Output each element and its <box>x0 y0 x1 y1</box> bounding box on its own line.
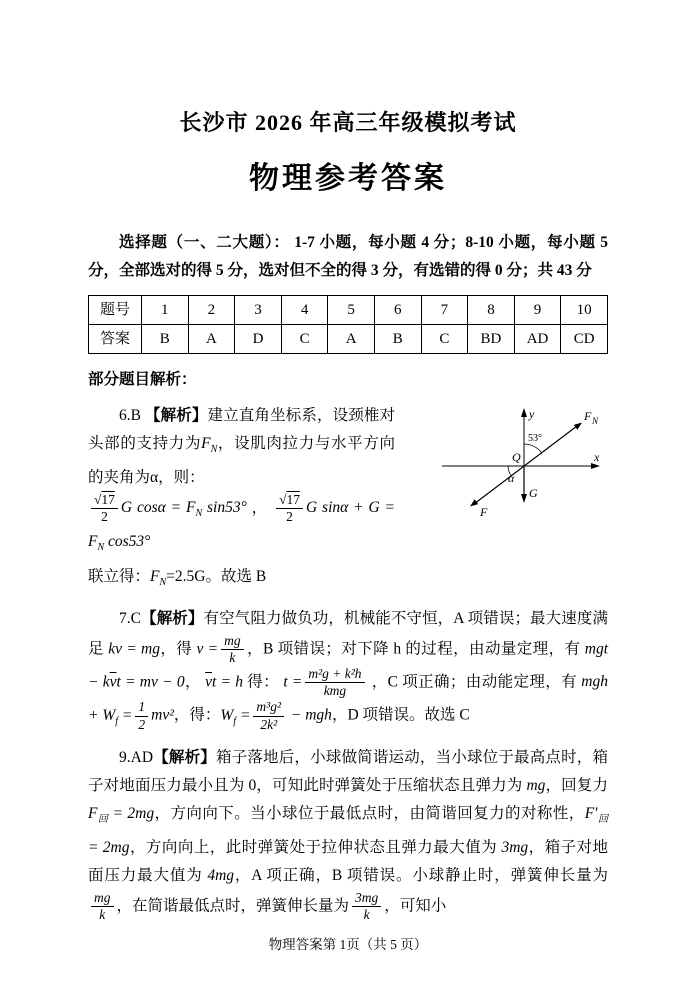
fraction-numerator: 1 <box>135 699 148 716</box>
fraction-3mg-over-k <box>352 890 381 923</box>
question-number-cell: 2 <box>188 296 235 325</box>
variable-subscript: f <box>233 715 237 727</box>
analysis-text: ，B 项错误；对下降 h 的过程，由动量定理，有 <box>246 639 585 657</box>
fraction-numerator: m³g² <box>253 699 284 716</box>
equation-text: mgt − k <box>88 639 608 691</box>
equation-text: t = h <box>212 673 244 691</box>
row-label-question-number: 题号 <box>89 296 142 325</box>
equation-text: cos53° <box>104 533 151 551</box>
angle-53-arc <box>524 444 542 453</box>
instructions-paragraph: 选择题（一、二大题）： 1-7 小题，每小题 4 分；8-10 小题，每小题 5 分，全部选对的得 5 分，选对但不全的得 3 分，有选错的得 0 分；共 43 分 <box>88 234 608 279</box>
variable-subscript: f <box>115 715 119 727</box>
analysis-tag: 【解析】 <box>140 609 204 627</box>
fn-vector-arrow-icon <box>574 423 582 430</box>
v-bar: $\overline{v}$ <box>109 673 117 691</box>
conclusion-line <box>88 563 608 597</box>
radicand: 17 <box>286 492 300 508</box>
equation-1 <box>120 499 247 520</box>
restoring-force <box>88 804 155 825</box>
analysis-text: ，A 项正确，B 项错误。小球静止时，弹簧伸长量为 <box>234 866 608 884</box>
answer-cell: A <box>188 325 235 354</box>
question-number-cell: 3 <box>235 296 282 325</box>
variable-base: F <box>201 435 211 452</box>
fraction-mg-over-k <box>221 633 244 666</box>
variable-subscript: N <box>97 542 105 554</box>
analysis-heading: 部分题目解析： <box>88 371 197 388</box>
equation-text: = 2mg <box>88 838 130 856</box>
analysis-text: ，在简谐最低点时，弹簧伸长量为 <box>116 897 350 915</box>
variable-base: F′ <box>584 804 598 822</box>
question-number: 6.B <box>119 407 145 424</box>
fraction-denominator: 2 <box>138 716 146 732</box>
equation-text: W <box>220 706 234 724</box>
equation-text: − mgh <box>287 706 332 724</box>
answer-cell: B <box>142 325 189 354</box>
answer-cell: AD <box>514 325 561 354</box>
fraction-numerator: mg <box>91 890 114 907</box>
fraction-denominator: k <box>229 649 236 665</box>
analysis-text: ，得： <box>173 706 221 724</box>
angle-53-label: 53° <box>528 433 542 444</box>
exam-title: 长沙市 2026 年高三年级模拟考试 <box>179 110 517 135</box>
analysis-text: 联立得： <box>88 567 151 585</box>
answer-cell: C <box>421 325 468 354</box>
force-diagram-svg <box>436 404 608 520</box>
question-number: 7.C <box>119 609 141 627</box>
analysis-text: 得： <box>243 673 284 691</box>
variable-subscript: 回 <box>597 813 609 825</box>
variable-subscript: N <box>195 508 203 520</box>
equation-text: = 2mg <box>108 804 155 822</box>
formula-v: v = <box>196 639 219 657</box>
answer-cell: C <box>281 325 328 354</box>
y-axis-arrow-icon <box>521 408 527 417</box>
page-footer: 物理答案第 1页（共 5 页） <box>268 937 428 952</box>
fraction-sqrt17-over-2 <box>276 492 303 525</box>
analysis-text: ， <box>184 673 206 691</box>
formula-t: t = <box>283 673 303 691</box>
question-number-cell: 8 <box>468 296 515 325</box>
equation-text: = <box>236 706 251 724</box>
question-number-cell: 4 <box>281 296 328 325</box>
fraction-denominator: 2 <box>101 509 108 525</box>
fraction-denominator: k <box>99 907 106 922</box>
angle-alpha-label: α <box>508 471 515 485</box>
separator: ， <box>246 499 274 517</box>
equation-text: t = mv − 0 <box>116 673 185 691</box>
question-number-cell: 6 <box>374 296 421 325</box>
fraction-numerator: m²g + k²h <box>305 666 364 683</box>
analysis-text: ，设肌肉拉力与水平方向的夹角为α，则： <box>88 435 395 487</box>
answer-cell: D <box>235 325 282 354</box>
fraction-denominator: k <box>363 907 370 922</box>
fraction-numerator <box>276 492 303 509</box>
question-number-cell: 9 <box>514 296 561 325</box>
fraction-sqrt17-over-2 <box>91 492 118 525</box>
fraction-mg-over-k <box>91 890 114 923</box>
equation-text: mgh + W <box>88 673 608 724</box>
variable-fn <box>150 567 167 588</box>
analysis-tag: 【解析】 <box>144 407 208 424</box>
analysis-text: ，C 项正确；由动能定理，有 <box>367 673 582 691</box>
content-area <box>88 229 608 923</box>
variable-3mg: 3mg <box>501 838 529 856</box>
wf-equation <box>220 706 251 727</box>
analysis-tag: 【解析】 <box>153 748 216 766</box>
fraction-numerator: 3mg <box>352 890 381 907</box>
answer-cell: B <box>374 325 421 354</box>
equation-text: G sinα + G = F <box>88 499 396 551</box>
formula-kv-mg: kv = mg <box>108 639 160 657</box>
force-diagram <box>405 404 608 530</box>
variable-mg: mg <box>526 776 546 794</box>
fraction-numerator <box>91 492 118 509</box>
fraction-one-half <box>135 699 148 732</box>
answer-cell: A <box>328 325 375 354</box>
question-number: 9.AD <box>119 748 154 766</box>
vt-h-equation <box>205 673 243 690</box>
question-number-cell: 10 <box>561 296 608 325</box>
analysis-text: ，D 项错误。故选 C <box>331 706 470 724</box>
analysis-text: =2.5G。故选 B <box>166 567 267 585</box>
radicand: 17 <box>101 492 115 508</box>
y-axis-label: y <box>529 407 535 421</box>
fraction-wf <box>253 699 284 732</box>
analysis-text: ，方向向上，此时弹簧处于拉伸状态且弹力最大值为 <box>129 838 502 856</box>
question-7-analysis <box>88 605 608 736</box>
analysis-text: 有空气阻力做负功，机械能不守恒，A 项错误；最大速度满足 <box>88 609 608 657</box>
analysis-text: ，可知小 <box>384 897 447 915</box>
analysis-text: ，回复力 <box>545 776 608 794</box>
force-line <box>474 426 577 504</box>
answer-key-title: 物理参考答案 <box>249 162 447 195</box>
question-number-cell: 5 <box>328 296 375 325</box>
equation-text: mv² <box>151 706 174 724</box>
equation-text: sin53° <box>202 499 247 517</box>
analysis-text: ，得 <box>159 639 197 657</box>
variable-fn <box>201 435 218 456</box>
variable-subscript: N <box>159 576 167 588</box>
fn-vector-label: F <box>584 409 592 423</box>
analysis-text: ，箱子对地面压力最大值为 <box>88 838 608 884</box>
variable-4mg: 4mg <box>207 866 235 884</box>
variable-base: F <box>150 567 160 585</box>
g-vector-arrow-icon <box>521 494 527 503</box>
radical-sign: √ <box>279 492 287 508</box>
answer-row <box>89 325 608 354</box>
fn-vector-subscript: N <box>592 416 599 426</box>
analysis-text: 建立直角坐标系，设颈椎对头部的支持力为 <box>88 407 395 452</box>
question-number-cell: 7 <box>421 296 468 325</box>
question-6-analysis <box>88 402 608 597</box>
question-number-row <box>89 296 608 325</box>
analysis-text: ，方向向下。当小球位于最低点时，由简谐回复力的对称性， <box>154 804 585 822</box>
answer-cell: CD <box>561 325 608 354</box>
fraction-denominator: kmg <box>323 683 347 699</box>
question-number-cell: 1 <box>142 296 189 325</box>
fraction-denominator: 2k² <box>260 716 278 732</box>
analysis-text: 箱子落地后，小球做简谐运动，当小球位于最高点时，箱子对地面压力最小且为 0，可知此时弹簧处于压缩状态且弹力为 <box>88 748 608 794</box>
v-bar: $\overline{v}$ <box>205 673 212 691</box>
fraction-numerator: mg <box>221 633 244 650</box>
variable-base: F <box>88 804 98 822</box>
answer-cell: BD <box>468 325 515 354</box>
g-vector-label: G <box>529 486 538 500</box>
origin-label: Q <box>512 450 521 464</box>
f-vector-label: F <box>480 505 488 519</box>
row-label-answer: 答案 <box>89 325 142 354</box>
variable-subscript: N <box>210 444 218 456</box>
f-vector-arrow-icon <box>470 499 478 506</box>
x-axis-label: x <box>594 450 600 464</box>
answer-table <box>88 295 608 354</box>
variable-subscript: 回 <box>97 813 109 825</box>
equation-text: = <box>118 706 133 724</box>
equation-text: G cosα = F <box>120 499 196 517</box>
fraction-time <box>305 666 364 699</box>
question-9-analysis <box>88 744 608 923</box>
radical-sign: √ <box>94 492 102 508</box>
fraction-denominator: 2 <box>286 509 293 525</box>
